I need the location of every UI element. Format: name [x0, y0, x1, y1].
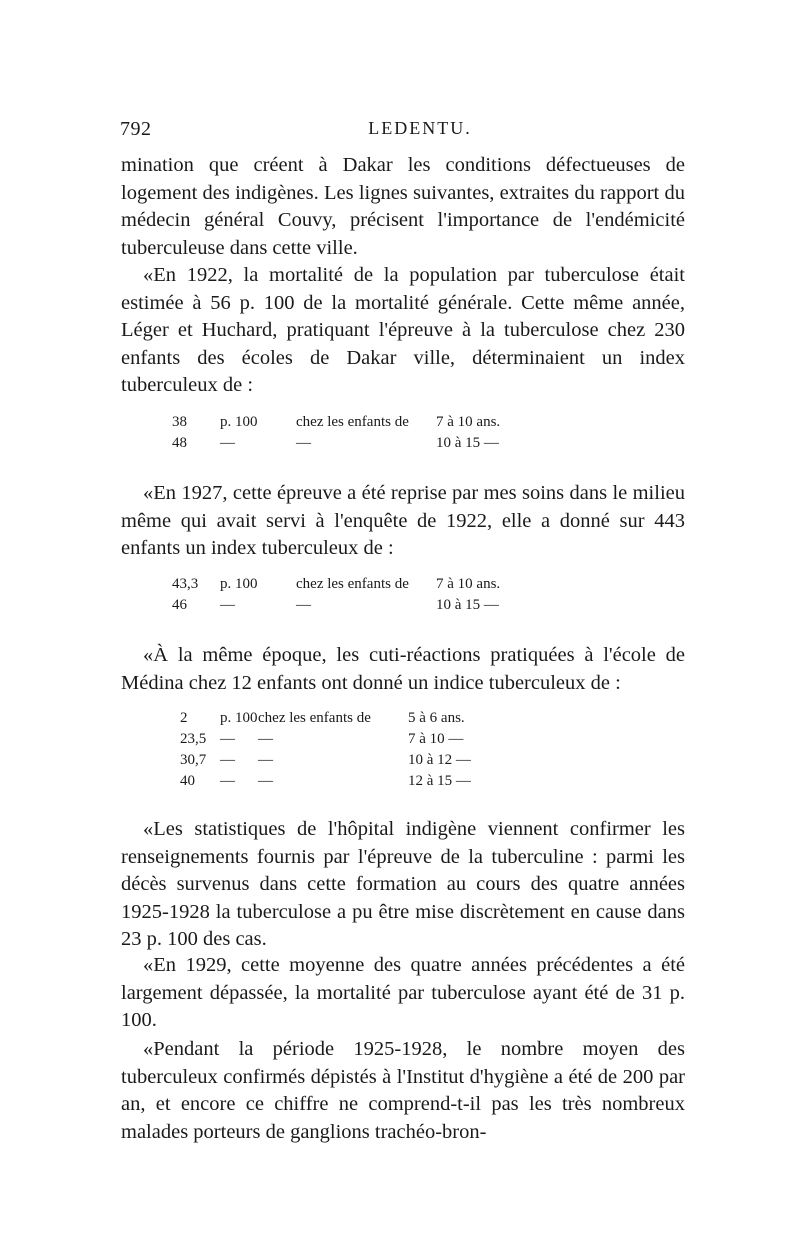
table-cell: p. 100: [220, 414, 258, 430]
table-cell: —: [258, 773, 273, 789]
table-row: [172, 412, 556, 433]
paragraph-5: «Les statistiques de l'hôpital indigène viennent confirmer les renseignements fournis par l'épreuve de la tuberculine : parmi les décès survenus dans cette formation au cours des quatre années 1925-1928 la tuberculose a pu être mise discrètement en cause dans 23 p. 100 des cas.: [121, 818, 685, 950]
table-cell: —: [220, 597, 235, 613]
table-cell: 10 à 12 —: [408, 752, 471, 768]
paragraph-1: mination que créent à Dakar les conditions défectueuses de logement des indigènes. Les lignes suivantes, extraites du rapport du médecin général Couvy, précisent l'importance de l'endémicité tuberculeuse dans cette ville.: [121, 154, 685, 259]
table-cell: 7 à 10 —: [408, 731, 464, 747]
table-cell: 10 à 15 —: [436, 597, 499, 613]
table-cell: 46: [172, 597, 187, 613]
table-cell: 40: [180, 773, 195, 789]
table-cell: 30,7: [180, 752, 207, 768]
table-row: [172, 574, 556, 595]
paragraph-2: «En 1922, la mortalité de la population par tuberculose était estimée à 56 p. 100 de la mortalité générale. Cette même année, Léger et Huchard, pratiquant l'épreuve à la tuberculose chez 230 enfants des écoles de Dakar ville, déterminaient un index tuberculeux de :: [121, 264, 685, 396]
table-cell: 10 à 15 —: [436, 435, 499, 451]
table-cell: —: [220, 752, 235, 768]
table-cell: 23,5: [180, 731, 207, 747]
index-table-1922: [172, 412, 556, 454]
table-cell: —: [296, 435, 311, 451]
table-cell: 5 à 6 ans.: [408, 710, 465, 726]
table-cell: 48: [172, 435, 187, 451]
table-cell: —: [220, 731, 235, 747]
table-cell: chez les enfants de: [258, 710, 371, 726]
running-title: LEDENTU.: [368, 118, 472, 138]
table-cell: 7 à 10 ans.: [436, 414, 501, 430]
index-table-medina: [180, 708, 568, 792]
table-cell: 7 à 10 ans.: [436, 576, 501, 592]
table-row: [172, 433, 556, 454]
table-cell: —: [258, 752, 273, 768]
paragraph-4: «À la même époque, les cuti-réactions pratiquées à l'école de Médina chez 12 enfants ont donné un indice tuberculeux de :: [121, 644, 685, 694]
table-cell: —: [258, 731, 273, 747]
page-number: 792: [120, 118, 152, 140]
table-cell: 2: [180, 710, 188, 726]
table-cell: —: [220, 773, 235, 789]
table-row: [180, 708, 568, 729]
paragraph-3: «En 1927, cette épreuve a été reprise par mes soins dans le milieu même qui avait servi à l'enquête de 1922, elle a donné sur 443 enfants un index tuberculeux de :: [121, 482, 685, 559]
table-cell: 43,3: [172, 576, 199, 592]
table-cell: —: [296, 597, 311, 613]
table-row: [172, 595, 556, 616]
index-table-1927: [172, 574, 556, 616]
table-cell: 12 à 15 —: [408, 773, 471, 789]
table-cell: —: [220, 435, 235, 451]
table-cell: chez les enfants de: [296, 576, 409, 592]
table-cell: p. 100: [220, 710, 258, 726]
table-cell: 38: [172, 414, 187, 430]
table-cell: chez les enfants de: [296, 414, 409, 430]
paragraph-7: «Pendant la période 1925-1928, le nombre moyen des tuberculeux confirmés dépistés à l'Institut d'hygiène a été de 200 par an, et encore ce chiffre ne comprend-t-il pas les très nombreux malades porteurs de ganglions trachéo-bron-: [121, 1038, 685, 1143]
paragraph-6: «En 1929, cette moyenne des quatre années précédentes a été largement dépassée, la mortalité par tuberculose ayant été de 31 p. 100.: [121, 954, 685, 1031]
table-row: [180, 750, 568, 771]
table-cell: p. 100: [220, 576, 258, 592]
table-row: [180, 729, 568, 750]
table-row: [180, 771, 568, 792]
